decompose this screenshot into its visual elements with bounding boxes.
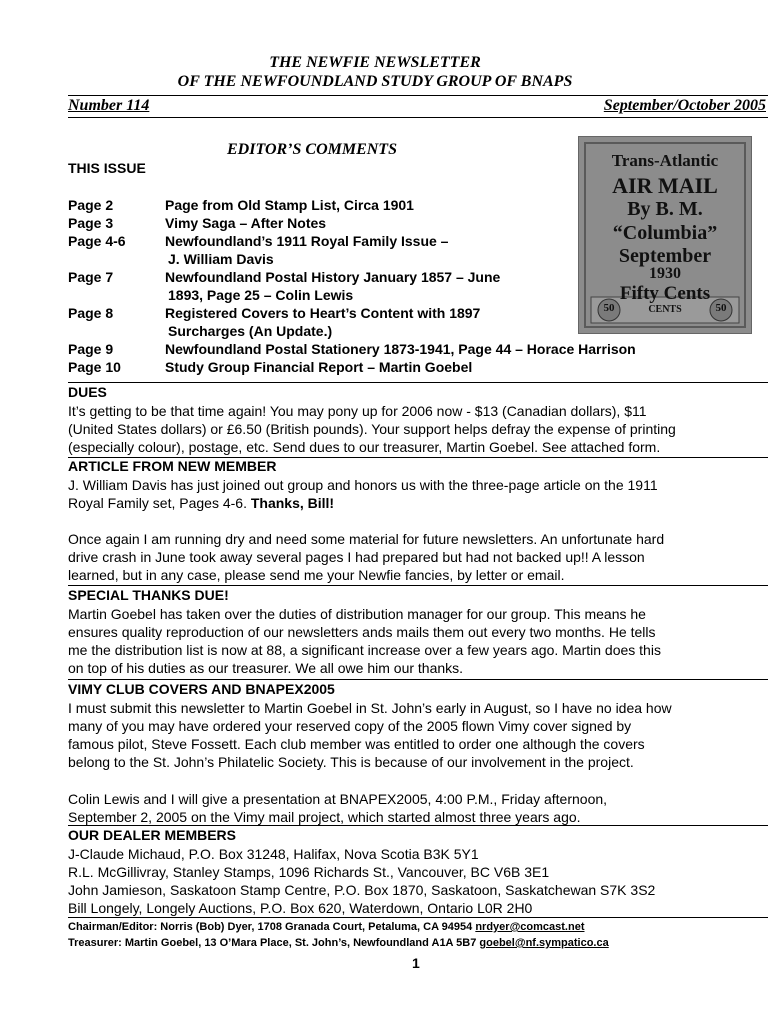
- page-number: 1: [412, 955, 420, 971]
- editors-comments-title: EDITOR’S COMMENTS: [227, 141, 397, 158]
- vimy-paragraph-2: [68, 790, 770, 826]
- toc-title: Newfoundland Postal History January 1857 – June: [165, 269, 501, 285]
- toc-row: [68, 340, 636, 358]
- vimy-line: many of you may have ordered your reserved copy of the 2005 flown Vimy cover signed by: [68, 718, 632, 734]
- footer-chairman: [68, 921, 584, 933]
- thanks-line: Martin Goebel has taken over the duties of distribution manager for our group. This means he: [68, 606, 646, 622]
- toc-row: [68, 214, 539, 232]
- dues-line: It’s getting to be that time again! You may pony up for 2006 now - $13 (Canadian dollars), $11: [68, 403, 647, 419]
- dealer-item: John Jamieson, Saskatoon Stamp Centre, P.O. Box 1870, Saskatoon, Saskatchewan S7K 3S2: [68, 882, 656, 898]
- section-rule: [68, 585, 768, 586]
- footer-rule: [68, 917, 768, 918]
- toc-row: [68, 196, 539, 214]
- article-paragraph-2: [68, 530, 770, 584]
- toc-page: Page 3: [68, 215, 114, 231]
- dues-heading: DUES: [68, 384, 107, 400]
- article-line-text: Royal Family set, Pages 4-6.: [68, 495, 251, 511]
- thanks-line: me the distribution list is now at 88, a significant increase over a few years ago. Martin does this: [68, 642, 661, 658]
- stamp-overprint-line4: “Columbia”: [612, 222, 718, 244]
- treasurer-email-link[interactable]: goebel@nf.sympatico.ca: [479, 937, 609, 949]
- thanks-heading: SPECIAL THANKS DUE!: [68, 587, 229, 603]
- vimy-line: famous pilot, Steve Fossett. Each club member was entitled to order one although the covers: [68, 736, 645, 752]
- toc-title: Newfoundland’s 1911 Royal Family Issue –: [165, 233, 449, 249]
- toc-title-cont: Surcharges (An Update.): [168, 323, 333, 339]
- thanks-text: [68, 605, 770, 677]
- vimy-line: Colin Lewis and I will give a presentation at BNAPEX2005, 4:00 P.M., Friday afternoon,: [68, 791, 608, 807]
- footer-treasurer: [68, 937, 609, 949]
- toc-title-cont: 1893, Page 25 – Colin Lewis: [168, 287, 354, 303]
- toc-page: Page 2: [68, 197, 114, 213]
- toc-page: Page 8: [68, 305, 114, 321]
- header-rule: [68, 95, 768, 96]
- treasurer-address: Treasurer: Martin Goebel, 13 O’Mara Place, St. John’s, Newfoundland A1A 5B7: [68, 937, 480, 949]
- toc-row: [68, 268, 539, 304]
- dealer-item: J-Claude Michaud, P.O. Box 31248, Halifax, Nova Scotia B3K 5Y1: [68, 846, 479, 862]
- stamp-overprint-line3: By B. M.: [627, 198, 703, 220]
- stamp-overprint-line2: AIR MAIL: [612, 173, 718, 198]
- stamp-overprint-line6: 1930: [649, 265, 681, 282]
- toc-page: Page 7: [68, 269, 114, 285]
- article-line: learned, but in any case, please send me your Newfie fancies, by letter or email.: [68, 567, 565, 583]
- airmail-stamp-image: [578, 136, 752, 334]
- vimy-heading: VIMY CLUB COVERS AND BNAPEX2005: [68, 681, 335, 697]
- toc-title: Study Group Financial Report – Martin Goebel: [165, 359, 473, 375]
- thanks-line: ensures quality reproduction of our newsletters ands mails them out every two months. He tells: [68, 624, 656, 640]
- dealers-heading: OUR DEALER MEMBERS: [68, 827, 237, 843]
- this-issue-label: THIS ISSUE: [68, 160, 146, 176]
- section-rule: [68, 825, 768, 826]
- article-line: [68, 494, 770, 512]
- toc-row: [68, 304, 539, 340]
- stamp-overprint-line1: Trans-Atlantic: [611, 151, 719, 170]
- toc-page: Page 4-6: [68, 233, 126, 249]
- dealer-item: R.L. McGillivray, Stanley Stamps, 1096 Richards St., Vancouver, BC V6B 3E1: [68, 864, 550, 880]
- toc-title: Page from Old Stamp List, Circa 1901: [165, 197, 414, 213]
- stamp-value-word: CENTS: [648, 304, 682, 315]
- toc-row: [68, 232, 539, 268]
- chairman-address: Chairman/Editor: Norris (Bob) Dyer, 1708 Granada Court, Petaluma, CA 94954: [68, 921, 476, 933]
- toc-page: Page 9: [68, 341, 114, 357]
- dues-line: (United States dollars) or £6.50 (British pounds). Your support helps defray the expense of printing: [68, 421, 676, 437]
- toc-title-cont: J. William Davis: [168, 251, 274, 267]
- thanks-bill-text: Thanks, Bill!: [250, 495, 335, 511]
- article-line: J. William Davis has just joined out group and honors us with the three-page article on the 1911: [68, 477, 658, 493]
- stamp-overprint-line5: September: [618, 245, 712, 267]
- toc-title: Vimy Saga – After Notes: [165, 215, 327, 231]
- vimy-line: belong to the St. John’s Philatelic Society. This is because of our involvement in the project.: [68, 754, 634, 770]
- dues-text: [68, 402, 770, 456]
- article-line: drive crash in June took away several pages I had prepared but had not backed up!! A lesson: [68, 549, 645, 565]
- toc-row: [68, 358, 539, 376]
- toc-title: Newfoundland Postal Stationery 1873-1941, Page 44 – Horace Harrison: [165, 341, 636, 357]
- issue-date: September/October 2005: [603, 97, 766, 114]
- stamp-value-left: 50: [603, 302, 615, 314]
- dues-line: (especially colour), postage, etc. Send dues to our treasurer, Martin Goebel. See attached form.: [68, 439, 661, 455]
- article-heading: ARTICLE FROM NEW MEMBER: [68, 458, 277, 474]
- stamp-overprint-line7: Fifty Cents: [619, 283, 711, 304]
- dealers-list: [68, 845, 770, 917]
- dealer-item: Bill Longely, Longely Auctions, P.O. Box 620, Waterdown, Ontario L0R 2H0: [68, 900, 533, 916]
- vimy-text: [68, 699, 770, 771]
- chairman-email-link[interactable]: nrdyer@comcast.net: [475, 921, 585, 933]
- article-line: Once again I am running dry and need some material for future newsletters. An unfortunate hard: [68, 531, 665, 547]
- vimy-line: September 2, 2005 on the Vimy mail project, which started almost three years ago.: [68, 809, 581, 825]
- section-rule: [68, 382, 768, 383]
- article-text: [68, 476, 770, 512]
- toc-title: Registered Covers to Heart’s Content with 1897: [165, 305, 481, 321]
- issue-number: Number 114: [68, 97, 150, 114]
- thanks-line: on top of his duties as our treasurer. We all owe him our thanks.: [68, 660, 464, 676]
- section-rule: [68, 679, 768, 680]
- newsletter-title: THE NEWFIE NEWSLETTER: [269, 54, 481, 71]
- toc-page: Page 10: [68, 359, 121, 375]
- stamp-value-right: 50: [715, 302, 727, 314]
- vimy-line: I must submit this newsletter to Martin Goebel in St. John’s early in August, so I have no idea how: [68, 700, 672, 716]
- issue-info-row: [68, 97, 768, 118]
- newsletter-subtitle: OF THE NEWFOUNDLAND STUDY GROUP OF BNAPS: [177, 73, 573, 90]
